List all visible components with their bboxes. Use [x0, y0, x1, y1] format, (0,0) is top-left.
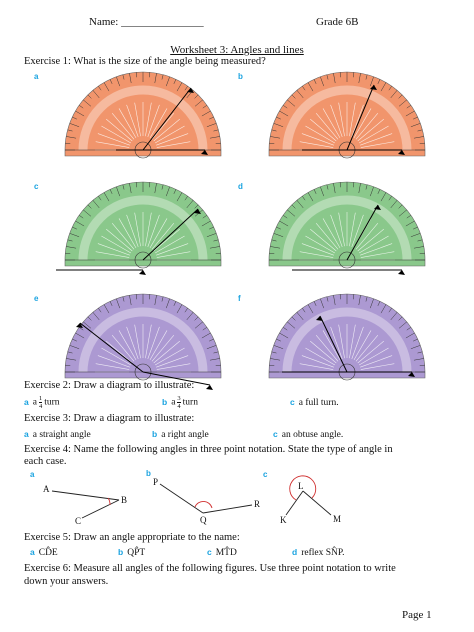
fraction: $\frac{1}{4}$ — [38, 395, 43, 410]
protractor-label-f: f — [238, 294, 241, 303]
point-label-K: K — [280, 515, 287, 525]
point-label-C: C — [75, 516, 82, 526]
page-number: Page 1 — [402, 609, 432, 621]
exercise-4-prompt-line-2: each case. — [24, 456, 67, 467]
option-label: b — [152, 429, 158, 439]
point-label-P: P — [153, 477, 159, 487]
point-label-Q: Q — [200, 515, 207, 525]
option-label: a — [30, 547, 35, 557]
exercise-5-option-b: b QP̂T — [118, 547, 146, 558]
point-label-M: M — [333, 514, 342, 524]
protractor-label-d: d — [238, 182, 243, 191]
option-label: c — [273, 429, 278, 439]
exercise-5-option-d: d reflex SN̂P. — [292, 547, 345, 558]
exercise-6-prompt-line-1: Exercise 6: Measure all angles of the following figures. Use three point notation to write — [24, 563, 396, 574]
angle-figure-a — [52, 491, 119, 518]
protractor-label-a: a — [34, 72, 39, 81]
option-label: c — [207, 547, 212, 557]
exercise-3-prompt: Exercise 3: Draw a diagram to illustrate: — [24, 413, 195, 424]
option-label: a — [24, 396, 29, 407]
option-label: d — [292, 547, 298, 557]
exercise-3-option-b: b a right angle — [152, 429, 209, 440]
exercise-2-option-a: a a $\frac{1}{4}$ turn — [24, 395, 60, 410]
exercise-6-prompt-line-2: down your answers. — [24, 576, 109, 587]
exercise-3-option-c: c an obtuse angle. — [273, 429, 344, 440]
exercise-2-option-b: b a $\frac{3}{4}$ turn — [162, 395, 198, 410]
option-label: a — [24, 429, 29, 439]
exercise-3-option-a: a a straight angle — [24, 429, 91, 440]
exercise-2-option-c: c a full turn. — [290, 397, 339, 408]
angle-figure-c — [286, 476, 331, 515]
exercise-4-prompt-line-1: Exercise 4: Name the following angles in three point notation. State the type of angle in — [24, 444, 393, 455]
angle-figure-b — [160, 484, 252, 513]
exercise-2-prompt: Exercise 2: Draw a diagram to illustrate: — [24, 380, 195, 391]
figure-label-a: a — [30, 470, 35, 479]
protractor-label-e: e — [34, 294, 39, 303]
name-field-label: Name: _______________ — [89, 16, 204, 28]
exercise-1-prompt: Exercise 1: What is the size of the angle being measured? — [24, 56, 266, 67]
point-label-B: B — [121, 495, 128, 505]
figure-label-c: c — [263, 470, 268, 479]
point-label-A: A — [43, 484, 50, 494]
grade-label: Grade 6B — [316, 16, 359, 28]
exercise-5-option-c: c MT̂D — [207, 547, 237, 558]
figure-label-b: b — [146, 469, 151, 478]
exercise-5-option-a: a CD̂E — [30, 547, 58, 558]
point-label-R: R — [254, 499, 261, 509]
exercise-5-prompt: Exercise 5: Draw an angle appropriate to the name: — [24, 532, 240, 543]
worksheet-title: Worksheet 3: Angles and lines — [170, 44, 304, 56]
protractor-label-c: c — [34, 182, 39, 191]
option-label: b — [162, 396, 168, 407]
protractor-label-b: b — [238, 72, 243, 81]
fraction: $\frac{3}{4}$ — [177, 395, 181, 410]
point-label-L: L — [298, 481, 304, 491]
option-label: b — [118, 547, 124, 557]
option-label: c — [290, 397, 295, 407]
